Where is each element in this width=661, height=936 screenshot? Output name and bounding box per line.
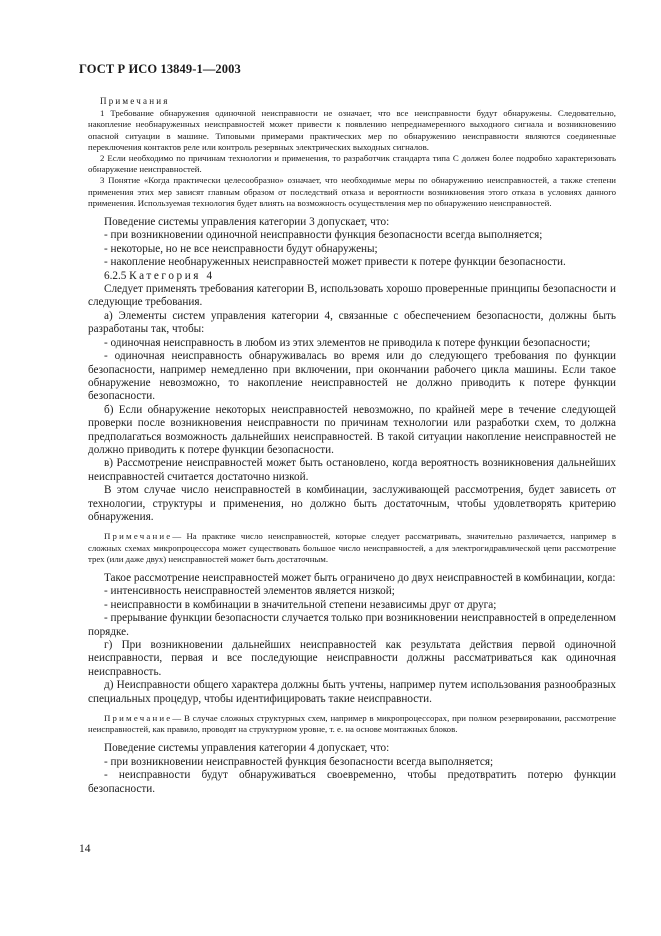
cat4-paragraph-2-c: - прерывание функции безопасности случается только при возникновении неисправностей в определенном порядке.	[88, 612, 616, 638]
cat4-item-g: г) При возникновении дальнейших неисправностей как результата действия первой одиночной неисправности, первая и все последующие неисправности должны рассматриваться как одиночная неисправность.	[88, 639, 616, 678]
cat3-item-1: - при возникновении одиночной неисправности функция безопасности всегда выполняется;	[104, 229, 543, 242]
note-2-label: Примечание	[104, 713, 173, 724]
note-1	[88, 531, 616, 565]
note-2-text: — В случае сложных структурных схем, например в микропроцессорах, при полном резервировании, рассмотрение неисправностей, как правило, проводят на структурном уровне, т. е. на основе монтажных блоков.	[88, 713, 616, 735]
cat4-item-a-1: - одиночная неисправность в любом из этих элементов не приводила к потере функции безопасности;	[104, 336, 591, 349]
cat3-item-2: - некоторые, но не все неисправности будут обнаружены;	[104, 242, 378, 255]
page-body	[88, 96, 616, 796]
main-text	[88, 216, 616, 796]
cat4-paragraph-2-a: - интенсивность неисправностей элементов является низкой;	[104, 585, 395, 598]
cat4-paragraph-3-b: - неисправности будут обнаруживаться своевременно, чтобы предотвратить потерю функции безопасности.	[88, 769, 616, 795]
cat4-paragraph-3-a: - при возникновении неисправностей функция безопасности всегда выполняется;	[104, 755, 494, 768]
section-heading	[88, 270, 616, 283]
cat4-item-a: а) Элементы систем управления категории 4, связанные с обеспечением безопасности, должны быть разработаны так, чтобы:	[88, 309, 616, 336]
cat3-intro: Поведение системы управления категории 3 допускает, что:	[104, 216, 390, 229]
page-number: 14	[79, 843, 91, 855]
cat4-paragraph-3: Поведение системы управления категории 4 допускает, что:	[104, 742, 390, 755]
notes-title: Примечания	[100, 96, 170, 106]
section-number: 6.2.5	[104, 269, 127, 282]
note-2	[88, 713, 616, 735]
section-title: Категория 4	[129, 269, 215, 282]
standard-header: ГОСТ Р ИСО 13849-1—2003	[79, 62, 241, 76]
cat4-item-c-2: В этом случае число неисправностей в комбинации, заслуживающей рассмотрения, будет зависеть от технологии, структуры и применения, но должно быть достаточным, чтобы удовлетворять критерию обнаружения.	[88, 484, 616, 523]
cat4-paragraph-2-b: - неисправности в комбинации в значительной степени независимы друг от друга;	[104, 598, 497, 611]
note-1-text: — На практике число неисправностей, которые следует рассматривать, значительно различается, например в сложных схемах микропроцессора может существовать большое число неисправностей, а для электрогидравлической цепи рассмотрение трех (или даже двух) неисправностей может быть достаточным.	[88, 531, 616, 564]
note-1-label: Примечание	[104, 531, 173, 542]
note-item-1: 1 Требование обнаружения одиночной неисправности не означает, что все неисправности будут обнаружены. Следовательно, накопление необнаруженных неисправностей может привести к появлению непреднамеренного выходного сигнала и возникновению опасной ситуации в машине. Типовыми примерами практических мер по обнаружению неисправности являются соединенные переключения контактов реле или контроль резервных электрических выходных сигналов.	[88, 108, 616, 152]
note-item-2: 2 Если необходимо по причинам технологии и применения, то разработчик стандарта типа С должен более подробно характеризовать обнаружение неисправностей.	[88, 153, 616, 175]
cat4-item-b: б) Если обнаружение некоторых неисправностей невозможно, по крайней мере в течение следующей проверки после возникновения неисправности по причинам технологии или разработки схем, то должна предполагаться возможность дальнейших неисправностей. В такой ситуации накопление неисправностей не должно приводить к потере функции безопасности.	[88, 403, 616, 456]
cat4-item-c: в) Рассмотрение неисправностей может быть остановлено, когда вероятность возникновения дальнейших неисправностей считается достаточно низкой.	[88, 457, 616, 483]
note-item-3: 3 Понятие «Когда практически целесообразно» означает, что необходимые меры по обнаружению неисправностей, а также степени применения этих мер зависят главным образом от последствий отказа и вероятности возникновения этого отказа в условиях данного применения. Используемая технология будет влиять на возможность осуществления мер по обнаружению неисправностей.	[88, 175, 616, 208]
cat4-item-a-2: - одиночная неисправность обнаруживалась во время или до следующего требования по функции безопасности, например немедленно при включении, при окончании рабочего цикла машины. Если такое обнаружение невозможно, то накопление неисправностей не должно приводить к потере функции безопасности.	[88, 350, 616, 403]
cat4-item-d: д) Неисправности общего характера должны быть учтены, например путем использования разнообразных специальных процедур, чтобы идентифицировать такие неисправности.	[88, 679, 616, 705]
cat4-paragraph-1: Следует применять требования категории В, использовать хорошо проверенные принципы безопасности и следующие требования.	[88, 283, 616, 309]
notes-block	[88, 96, 616, 209]
cat4-paragraph-2: Такое рассмотрение неисправностей может быть ограничено до двух неисправностей в комбинации, когда:	[104, 571, 616, 584]
cat3-item-3: - накопление необнаруженных неисправностей может привести к потере функции безопасности.	[104, 256, 566, 269]
